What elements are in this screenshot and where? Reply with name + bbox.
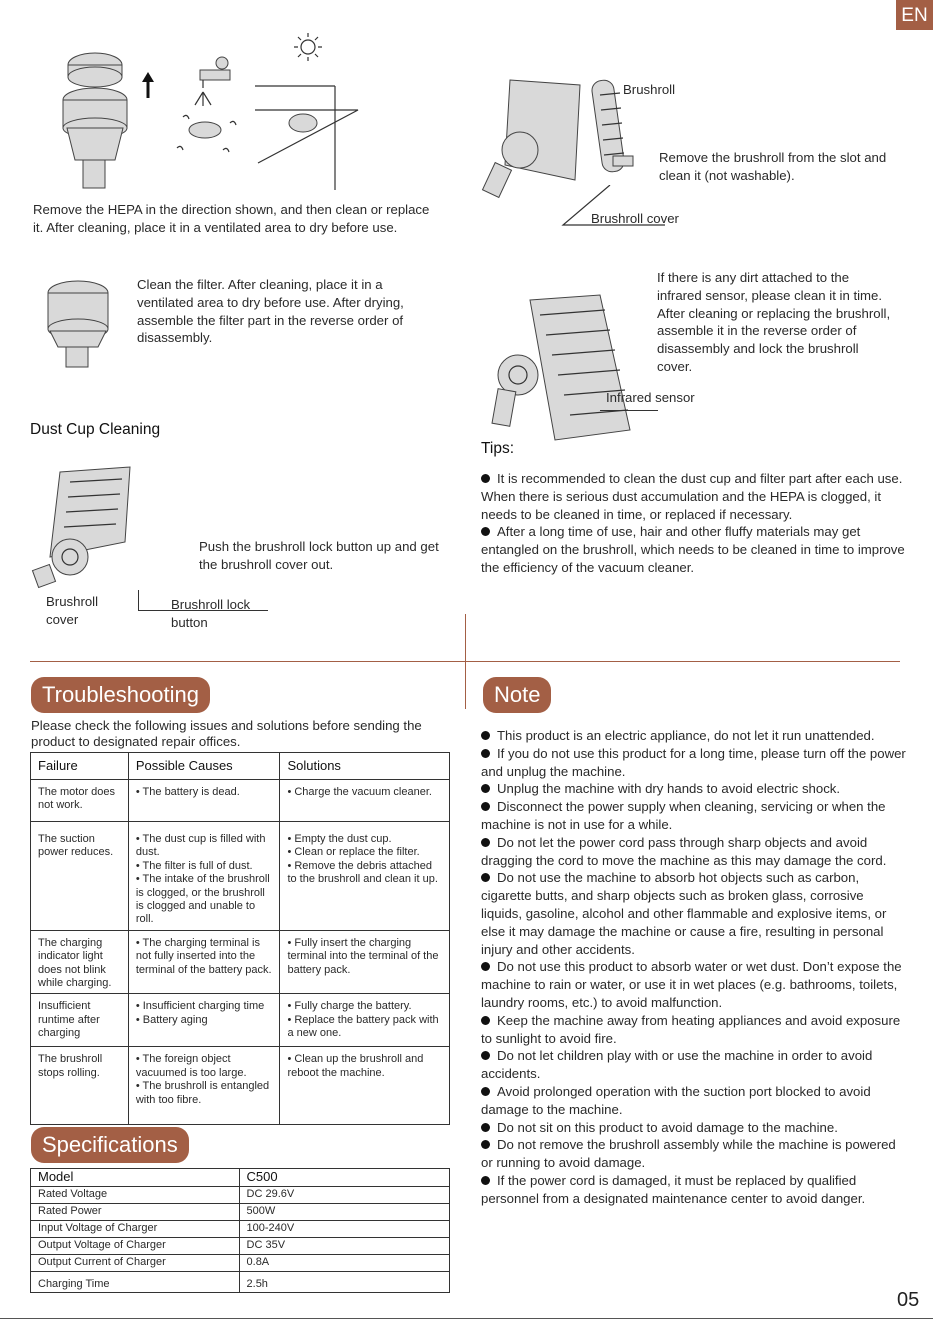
specifications-title: Specifications: [31, 1127, 189, 1163]
tip-text: After a long time of use, hair and other fluffy materials may get entangled on the brushroll, which needs to be cleaned in time to improve the efficiency of the vacuum cleaner.: [481, 524, 905, 575]
spec-key: Output Current of Charger: [31, 1255, 240, 1272]
label-brushroll-lock-line1: Brushroll lock: [171, 597, 251, 612]
hepa-instruction: Remove the HEPA in the direction shown, and then clean or replace it. After cleaning, place it in a ventilated area to dry before use.: [33, 202, 430, 235]
note-item: [481, 727, 906, 745]
failure-cell: Insufficient runtime after charging: [31, 994, 129, 1047]
label-brushroll-cover: [46, 593, 98, 629]
failure-cell: The brushroll stops rolling.: [31, 1047, 129, 1125]
bullet-icon: [481, 873, 490, 882]
note-item: [481, 834, 906, 870]
bullet-icon: [481, 962, 490, 971]
dust-cup-heading: Dust Cup Cleaning: [30, 421, 161, 438]
solutions-cell: • Empty the dust cup. • Clean or replace the filter. • Remove the debris attached to the brushroll and clean it up.: [280, 822, 450, 931]
causes-cell: • The battery is dead.: [128, 780, 280, 822]
table-row: [31, 994, 450, 1047]
label-brushroll: Brushroll: [623, 82, 676, 97]
note-item: [481, 1136, 906, 1172]
label-brushroll-cover-line2: cover: [46, 611, 79, 627]
tip-item: [481, 523, 906, 576]
troubleshooting-intro: Please check the following issues and solutions before sending the product to designated repair offices.: [31, 718, 422, 750]
language-tag: EN: [896, 0, 933, 30]
bullet-icon: [481, 1087, 490, 1096]
bullet-icon: [481, 1016, 490, 1025]
spec-value: 0.8A: [239, 1255, 449, 1272]
note-text: Do not let children play with or use the machine in order to avoid accidents.: [481, 1048, 873, 1082]
bullet-icon: [481, 1140, 490, 1149]
causes-cell: • The foreign object vacuumed is too large. • The brushroll is entangled with too fibre.: [128, 1047, 280, 1125]
troubleshooting-title: Troubleshooting: [31, 677, 210, 713]
note-text: This product is an electric appliance, do not let it run unattended.: [497, 728, 875, 743]
note-text: Do not sit on this product to avoid damage to the machine.: [497, 1119, 838, 1135]
note-text: Keep the machine away from heating appliances and avoid exposure to sunlight to avoid fire.: [481, 1012, 901, 1046]
note-item: [481, 780, 906, 798]
note-text: If you do not use this product for a long time, please turn off the power and unplug the machine.: [481, 745, 906, 779]
spec-value: 500W: [239, 1204, 449, 1221]
tip-item: [481, 470, 906, 523]
page-number: 05: [897, 1289, 920, 1311]
solutions-cell: • Clean up the brushroll and reboot the machine.: [280, 1047, 450, 1125]
spec-row: [31, 1169, 450, 1187]
specifications-table: [30, 1168, 450, 1293]
bullet-icon: [481, 802, 490, 811]
note-item: [481, 1083, 906, 1119]
note-title: Note: [483, 677, 551, 713]
note-text: Do not use this product to absorb water or wet dust. Don’t expose the machine to rain or water, or use it in wet places (e.g. bathrooms, toilets, laundry rooms, etc.) to avoid malfunction.: [481, 959, 902, 1010]
note-item: [481, 1119, 906, 1137]
push-lock-instruction: Push the brushroll lock button up and get the brushroll cover out.: [199, 539, 439, 572]
spec-row: [31, 1238, 450, 1255]
spec-key: Input Voltage of Charger: [31, 1221, 240, 1238]
solutions-cell: • Fully charge the battery. • Replace the battery pack with a new one.: [280, 994, 450, 1047]
tips-heading: Tips:: [481, 440, 515, 457]
note-item: [481, 798, 906, 834]
note-item: [481, 1012, 906, 1048]
callout-line: [600, 410, 658, 411]
failure-cell: The charging indicator light does not blink while charging.: [31, 930, 129, 994]
table-row: [31, 930, 450, 994]
tip-text: It is recommended to clean the dust cup and filter part after each use. When there is serious dust accumulation and the HEPA is clogged, it needs to be cleaned in time, or replaced if necessary.: [481, 471, 903, 522]
callout-line: [138, 590, 139, 610]
spec-row: [31, 1204, 450, 1221]
spec-value: 2.5h: [239, 1272, 449, 1293]
note-item: [481, 1047, 906, 1083]
causes-cell: • The charging terminal is not fully inserted into the terminal of the battery pack.: [128, 930, 280, 994]
note-text: If the power cord is damaged, it must be replaced by qualified personnel from a designated maintenance center to avoid danger.: [481, 1172, 866, 1206]
infrared-sensor-illustration: [480, 290, 650, 445]
spec-key: Rated Voltage: [31, 1187, 240, 1204]
spec-value: DC 35V: [239, 1238, 449, 1255]
note-text: Disconnect the power supply when cleaning, servicing or when the machine is not in use for a while.: [481, 799, 886, 832]
label-brushroll-lock: [171, 596, 250, 632]
bullet-icon: [481, 474, 490, 483]
filter-instruction: Clean the filter. After cleaning, place it in a ventilated area to dry before use. After drying, assemble the filter part in the reverse order of disassembly.: [137, 277, 404, 346]
solutions-cell: • Charge the vacuum cleaner.: [280, 780, 450, 822]
bullet-icon: [481, 1123, 490, 1132]
note-item: [481, 958, 906, 1011]
filter-illustration: [40, 275, 120, 375]
bullet-icon: [481, 1176, 490, 1185]
bullet-icon: [481, 731, 490, 740]
solutions-cell: • Fully insert the charging terminal into the terminal of the battery pack.: [280, 930, 450, 994]
label-brushroll-cover-right: Brushroll cover: [591, 211, 679, 226]
note-item: [481, 869, 906, 958]
spec-value: 100-240V: [239, 1221, 449, 1238]
spec-row: [31, 1187, 450, 1204]
spec-key: Charging Time: [31, 1272, 240, 1293]
note-text: Do not remove the brushroll assembly while the machine is powered or running to avoid damage.: [481, 1137, 896, 1171]
note-item: [481, 1172, 906, 1208]
infrared-sensor-instruction: If there is any dirt attached to the infrared sensor, please clean it in time. After cleaning or replacing the brushroll, assemble it in the reverse order of disassembly and lock the brushroll cover.: [657, 270, 891, 374]
bullet-icon: [481, 784, 490, 793]
note-text: Unplug the machine with dry hands to avoid electric shock.: [497, 781, 841, 797]
table-header-row: [31, 753, 450, 780]
bullet-icon: [481, 749, 490, 758]
note-text: Avoid prolonged operation with the suction port blocked to avoid damage to the machine.: [481, 1083, 871, 1117]
brushroll-head-illustration: [30, 462, 140, 592]
column-divider-upper: [465, 614, 466, 662]
spec-key: Output Voltage of Charger: [31, 1238, 240, 1255]
footer-rule: [0, 1318, 933, 1319]
spec-row: [31, 1255, 450, 1272]
header-solutions: Solutions: [280, 753, 450, 780]
spec-value: DC 29.6V: [239, 1187, 449, 1204]
spec-row: [31, 1221, 450, 1238]
causes-cell: • Insufficient charging time • Battery aging: [128, 994, 280, 1047]
tips-list: [481, 470, 906, 577]
table-row: [31, 780, 450, 822]
column-divider-lower: [465, 661, 466, 709]
spec-key: Rated Power: [31, 1204, 240, 1221]
brushroll-remove-instruction: Remove the brushroll from the slot and clean it (not washable).: [659, 150, 887, 183]
label-brushroll-lock-line2: button: [171, 614, 208, 630]
note-text: Do not let the power cord pass through sharp objects and avoid dragging the cord to move the machine as this may damage the cord.: [481, 834, 887, 868]
spec-row: [31, 1272, 450, 1293]
failure-cell: The motor does not work.: [31, 780, 129, 822]
spec-value: C500: [239, 1169, 449, 1187]
bullet-icon: [481, 1051, 490, 1060]
failure-cell: The suction power reduces.: [31, 822, 129, 931]
label-brushroll-cover-line1: Brushroll: [46, 594, 99, 609]
causes-cell: • The dust cup is filled with dust. • The filter is full of dust. • The intake of the brushroll is clogged, or the brushroll is clogged and unable to roll.: [128, 822, 280, 931]
table-row: [31, 1047, 450, 1125]
note-item: [481, 745, 906, 781]
note-list: [481, 727, 906, 1208]
spec-key: Model: [31, 1169, 240, 1187]
troubleshooting-table: [30, 752, 450, 1125]
note-text: Do not use the machine to absorb hot objects such as carbon, cigarette butts, and sharp objects such as broken glass, corrosive liquids, gasoline, alcohol and other flammable and explosive items, or else it may damage the machine or cause a fire, resulting in personal injury and other accidents.: [481, 870, 887, 957]
hepa-illustration: [55, 30, 385, 195]
bullet-icon: [481, 527, 490, 536]
header-possible-causes: Possible Causes: [128, 753, 280, 780]
bullet-icon: [481, 838, 490, 847]
header-failure: Failure: [31, 753, 129, 780]
label-infrared-sensor: Infrared sensor: [606, 390, 695, 405]
table-row: [31, 822, 450, 931]
